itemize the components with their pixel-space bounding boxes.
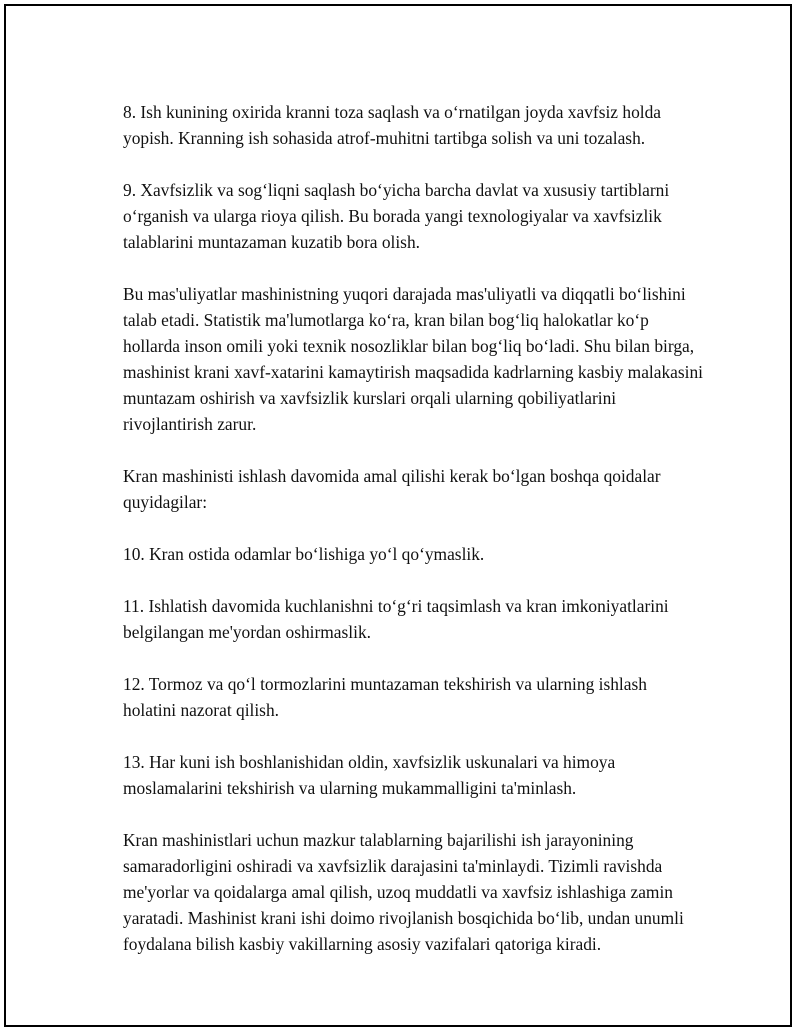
document-body <box>123 99 703 983</box>
paragraph-conclusion: Kran mashinistlari uchun mazkur talablarning bajarilishi ish jarayonining samaradorligini oshiradi va xavfsizlik darajasini ta'minlaydi. Tizimli ravishda me'yorlar va qoidalarga amal qilish, uzoq muddatli va xavfsiz ishlashiga zamin yaratadi. Mashinist krani ishi doimo rivojlanish bosqichida bo‘lib, undan unumli foydalana bilish kasbiy vakillarning asosiy vazifalari qatoriga kiradi. <box>123 830 684 954</box>
paragraph-item-9: 9. Xavfsizlik va sog‘liqni saqlash bo‘yicha barcha davlat va xususiy tartiblarni o‘rganish va ularga rioya qilish. Bu borada yangi texnologiyalar va xavfsizlik talablarini muntazaman kuzatib bora olish. <box>123 180 670 252</box>
paragraph-item-11: 11. Ishlatish davomida kuchlanishni to‘g‘ri taqsimlash va kran imkoniyatlarini belgilangan me'yordan oshirmaslik. <box>123 596 669 642</box>
paragraph-item-12: 12. Tormoz va qo‘l tormozlarini muntazaman tekshirish va ularning ishlash holatini nazorat qilish. <box>123 674 647 720</box>
paragraph-rules-intro: Kran mashinisti ishlash davomida amal qilishi kerak bo‘lgan boshqa qoidalar quyidagilar: <box>123 466 661 512</box>
paragraph-item-8: 8. Ish kunining oxirida kranni toza saqlash va o‘rnatilgan joyda xavfsiz holda yopish. Kranning ish sohasida atrof-muhitni tartibga solish va uni tozalash. <box>123 102 662 148</box>
paragraph-item-13: 13. Har kuni ish boshlanishidan oldin, xavfsizlik uskunalari va himoya moslamalarini tekshirish va ularning mukammalligini ta'minlash. <box>123 752 616 798</box>
page-border <box>4 4 792 1027</box>
paragraph-responsibilities: Bu mas'uliyatlar mashinistning yuqori darajada mas'uliyatli va diqqatli bo‘lishini talab etadi. Statistik ma'lumotlarga ko‘ra, kran bilan bog‘liq halokatlar ko‘p hollarda inson omili yoki texnik nosozliklar bilan bog‘liq bo‘ladi. Shu bilan birga, mashinist krani xavf-xatarini kamaytirish maqsadida kadrlarning kasbiy malakasini muntazam oshirish va xavfsizlik kurslari orqali ularning qobiliyatlarini rivojlantirish zarur. <box>123 284 704 434</box>
paragraph-item-10: 10. Kran ostida odamlar bo‘lishiga yo‘l qo‘ymaslik. <box>123 544 485 564</box>
